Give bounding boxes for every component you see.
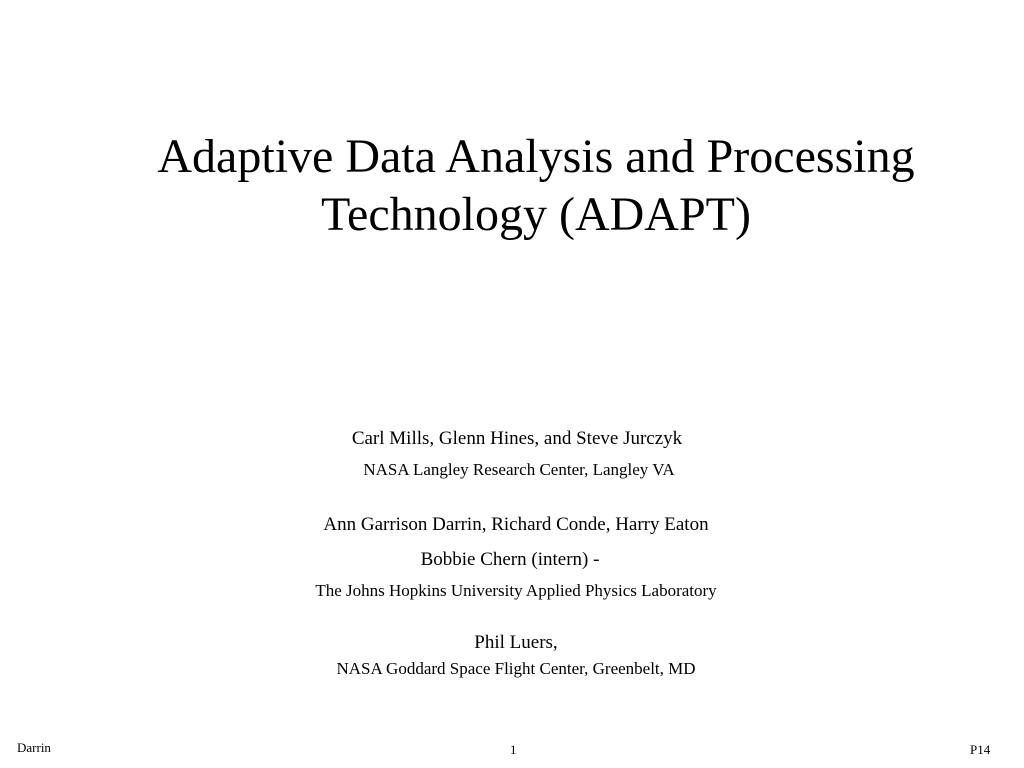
title-line-1: Adaptive Data Analysis and Processing	[157, 130, 915, 183]
footer-page-number: 1	[510, 742, 517, 757]
apl-intern: Bobbie Chern (intern) -	[420, 549, 600, 570]
goddard-author: Phil Luers,	[474, 632, 558, 653]
title-line-2: Technology (ADAPT)	[321, 188, 751, 241]
langley-authors: Carl Mills, Glenn Hines, and Steve Jurczyk	[351, 428, 683, 449]
footer-author: Darrin	[17, 740, 51, 755]
slide-title	[100, 128, 972, 244]
footer-slide-code: P14	[970, 742, 991, 757]
langley-affiliation: NASA Langley Research Center, Langley VA	[363, 460, 675, 479]
apl-affiliation: The Johns Hopkins University Applied Physics Laboratory	[315, 581, 717, 600]
goddard-affiliation: NASA Goddard Space Flight Center, Greenbelt, MD	[336, 659, 696, 678]
apl-authors: Ann Garrison Darrin, Richard Conde, Harry Eaton	[323, 514, 709, 535]
